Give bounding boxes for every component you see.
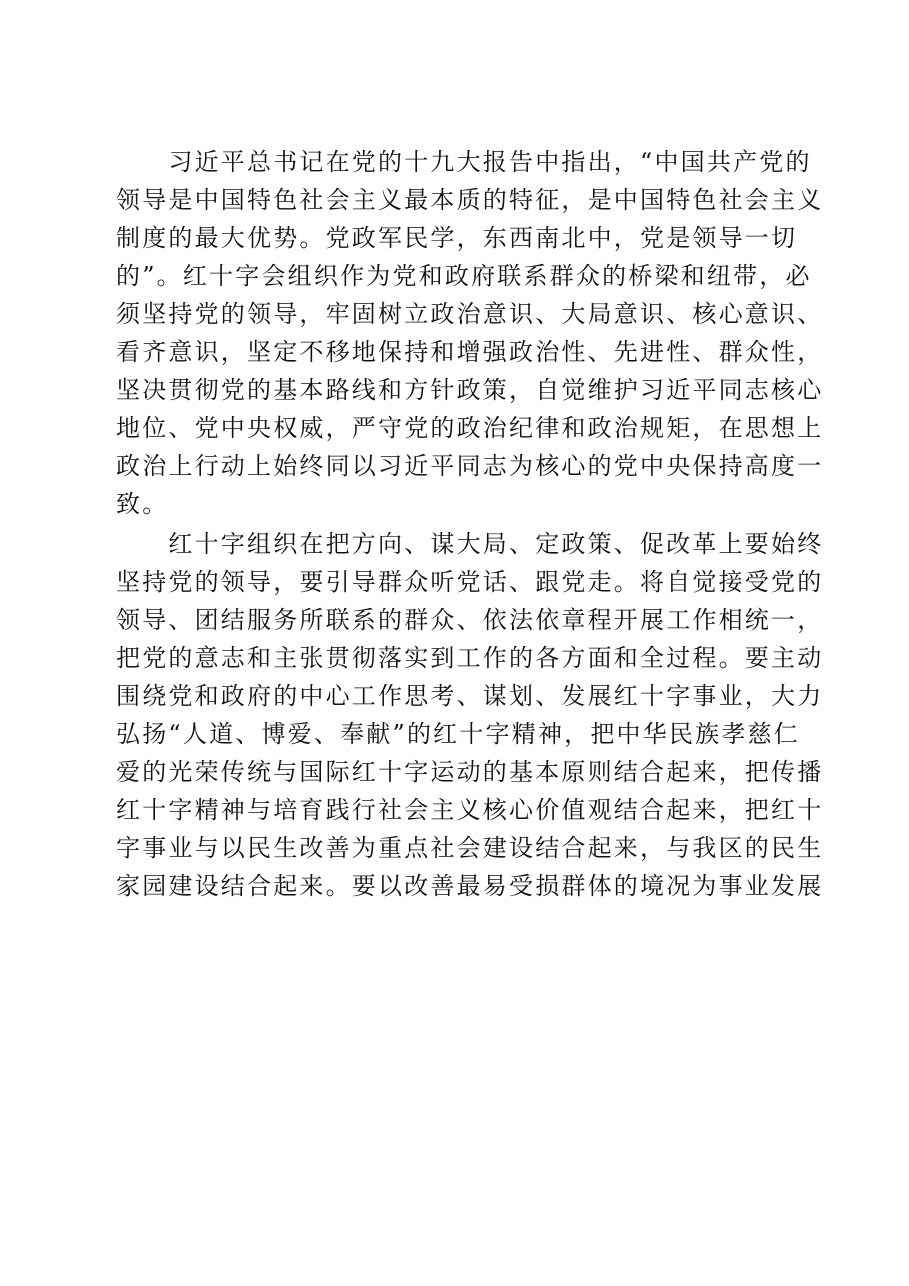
paragraph-line: 的”。红十字会组织作为党和政府联系群众的桥梁和纽带，必 bbox=[116, 262, 812, 290]
paragraph-line: 围绕党和政府的中心工作思考、谋划、发展红十字事业，大力 bbox=[116, 682, 824, 710]
paragraph-line: 家园建设结合起来。要以改善最易受损群体的境况为事业发展 bbox=[116, 872, 824, 900]
paragraph-line: 地位、党中央权威，严守党的政治纪律和政治规矩，在思想上 bbox=[116, 414, 824, 442]
paragraph-line: 政治上行动上始终同以习近平同志为核心的党中央保持高度一 bbox=[116, 452, 824, 480]
paragraph-line: 致。 bbox=[116, 490, 169, 518]
paragraph-line: 须坚持党的领导，牢固树立政治意识、大局意识、核心意识、 bbox=[116, 300, 824, 328]
paragraph-line: 把党的意志和主张贯彻落实到工作的各方面和全过程。要主动 bbox=[116, 644, 824, 672]
paragraph-line: 弘扬“人道、博爱、奉献”的红十字精神，把中华民族孝慈仁 bbox=[116, 720, 800, 748]
paragraph-line: 看齐意识，坚定不移地保持和增强政治性、先进性、群众性， bbox=[116, 338, 824, 366]
paragraph-2 bbox=[116, 525, 824, 905]
paragraph-1 bbox=[116, 143, 824, 523]
paragraph-line: 红十字精神与培育践行社会主义核心价值观结合起来，把红十 bbox=[116, 796, 824, 824]
paragraph-line: 制度的最大优势。党政军民学，东西南北中，党是领导一切 bbox=[116, 224, 798, 252]
paragraph-line: 坚持党的领导，要引导群众听党话、跟党走。将自觉接受党的 bbox=[116, 568, 824, 596]
paragraph-line: 坚决贯彻党的基本路线和方针政策，自觉维护习近平同志核心 bbox=[116, 376, 824, 404]
paragraph-line: 红十字组织在把方向、谋大局、定政策、促改革上要始终 bbox=[116, 530, 824, 558]
paragraph-line: 习近平总书记在党的十九大报告中指出，“中国共产党的 bbox=[116, 148, 812, 176]
document-body bbox=[116, 143, 824, 905]
paragraph-line: 领导、团结服务所联系的群众、依法依章程开展工作相统一， bbox=[116, 606, 824, 634]
paragraph-line: 字事业与以民生改善为重点社会建设结合起来，与我区的民生 bbox=[116, 834, 824, 862]
paragraph-line: 爱的光荣传统与国际红十字运动的基本原则结合起来，把传播 bbox=[116, 758, 824, 786]
paragraph-line: 领导是中国特色社会主义最本质的特征，是中国特色社会主义 bbox=[116, 186, 824, 214]
